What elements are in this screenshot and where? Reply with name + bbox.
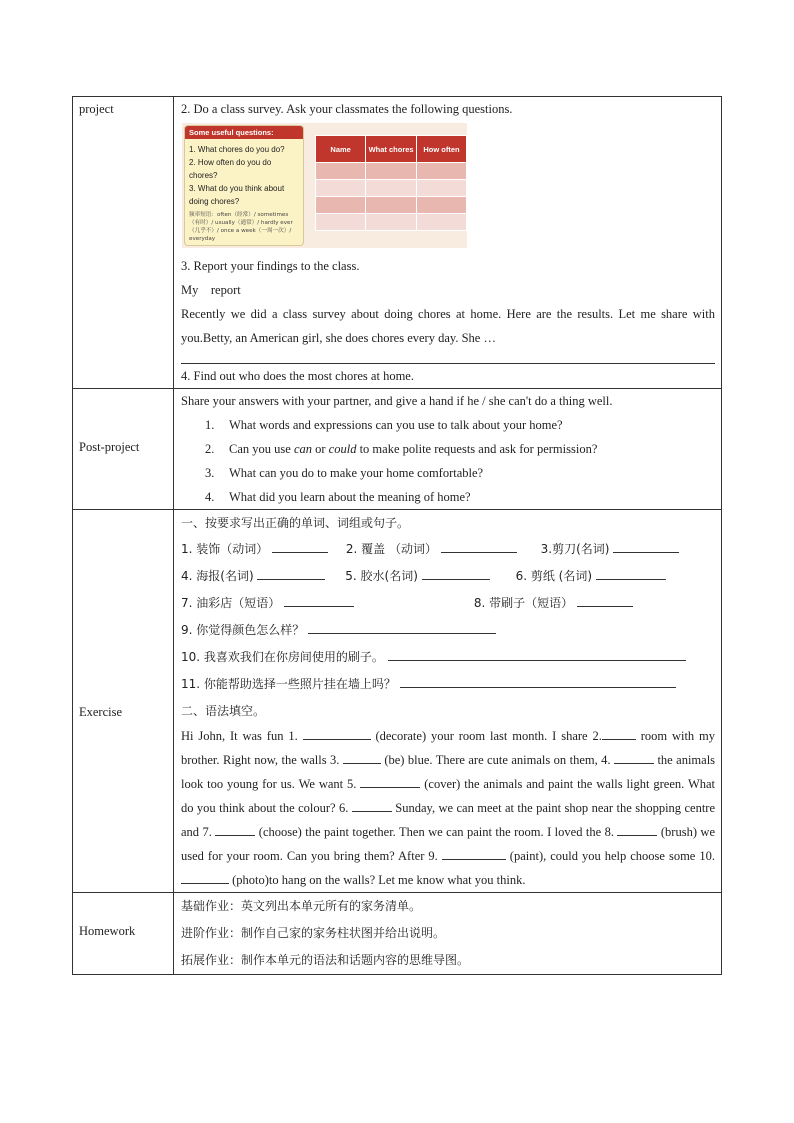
row-label (73, 389, 174, 510)
word-prompt: 6. 剪纸 (名词) (515, 569, 593, 583)
sentence-row (181, 671, 715, 698)
answer-blank[interactable] (284, 592, 354, 607)
survey-image (182, 123, 467, 248)
italic-word: could (328, 442, 357, 456)
report-text: Recently we did a class survey about doing chores at home. Here are the results. Let me share with you.Betty, an American girl, she does chores every day. She … (181, 307, 715, 345)
passage-text: (photo)to hang on the walls? Let me know what you think. (232, 873, 526, 887)
project-content (174, 97, 722, 389)
post-project-content (174, 389, 722, 510)
item-number: 2. (205, 442, 215, 456)
exercise-label: Exercise (79, 705, 123, 719)
answer-blank[interactable] (257, 565, 325, 580)
post-project-row (73, 389, 722, 510)
word-prompt: 2. 覆盖 （动词） (345, 542, 438, 556)
question-text: What can you do to make your home comfortable? (229, 466, 484, 480)
homework-row (73, 893, 722, 975)
word-row (181, 590, 715, 617)
list-item (181, 461, 715, 485)
report-instruction: 3. Report your findings to the class. (181, 259, 360, 273)
passage-text: (choose) the paint together. Then we can paint the room. I loved the 8. (258, 825, 614, 839)
question-text: or (312, 442, 329, 456)
list-item (181, 413, 715, 437)
answer-blank[interactable] (303, 725, 371, 740)
sentence-row (181, 644, 715, 671)
survey-question: 3. What do you think about doing chores? (189, 184, 285, 206)
answer-blank[interactable] (577, 592, 633, 607)
header-what-chores: What chores (366, 136, 417, 163)
header-name: Name (316, 136, 366, 163)
answer-blank[interactable] (602, 725, 636, 740)
word-prompt: 3.剪刀(名词) (540, 542, 610, 556)
survey-table (315, 135, 467, 231)
report-title: My report (181, 283, 241, 297)
useful-questions-box (184, 125, 304, 246)
row-label (73, 97, 174, 389)
answer-blank[interactable] (360, 773, 420, 788)
answer-blank[interactable] (343, 749, 381, 764)
sentence-prompt: 9. 你觉得颜色怎么样？ (181, 623, 305, 637)
exercise-content (174, 510, 722, 893)
homework-label: Homework (79, 924, 136, 938)
answer-blank[interactable] (617, 821, 657, 836)
question-text: What did you learn about the meaning of home? (229, 490, 471, 504)
question-list (181, 413, 715, 509)
frequency-note: 频率短语：often（经常）/ sometimes（有时）/ usually（通常）/ hardly ever（几乎不）/ once a week（一周一次）/ everyday (189, 212, 293, 242)
list-item (181, 485, 715, 509)
question-text: to make polite requests and ask for permission? (356, 442, 598, 456)
grammar-passage (181, 724, 715, 892)
exercise-row (73, 510, 722, 893)
row-label (73, 893, 174, 975)
word-row (181, 536, 715, 563)
post-project-label: Post-project (79, 440, 140, 454)
homework-advanced: 进阶作业：制作自己家的家务柱状图并给出说明。 (181, 926, 446, 940)
word-prompt: 1. 装饰（动词） (181, 542, 269, 556)
answer-blank[interactable] (596, 565, 666, 580)
sentence-prompt: 10. 我喜欢我们在你房间使用的刷子。 (181, 650, 384, 664)
survey-row (316, 197, 467, 214)
project-label: project (79, 102, 114, 116)
answer-blank[interactable] (422, 565, 490, 580)
useful-questions-title: Some useful questions: (185, 126, 303, 139)
word-row (181, 563, 715, 590)
find-out-instruction: 4. Find out who does the most chores at home. (181, 369, 414, 383)
project-row (73, 97, 722, 389)
post-project-intro: Share your answers with your partner, and give a hand if he / she can't do a thing well. (181, 394, 613, 408)
passage-text: (decorate) your room last month. I share 2. (375, 729, 602, 743)
answer-blank[interactable] (181, 869, 229, 884)
survey-row (316, 214, 467, 231)
header-how-often: How often (416, 136, 466, 163)
item-number: 3. (205, 466, 215, 480)
passage-text: (be) blue. There are cute animals on them, 4. (384, 753, 611, 767)
part1-title: 一、按要求写出正确的单词、词组或句子。 (181, 516, 410, 530)
part2-title: 二、语法填空。 (181, 704, 266, 718)
survey-instruction: 2. Do a class survey. Ask your classmates the following questions. (181, 102, 513, 116)
answer-blank[interactable] (272, 538, 328, 553)
word-prompt: 7. 油彩店（短语） (181, 596, 281, 610)
answer-blank[interactable] (308, 619, 496, 634)
passage-text: room with my brother. Right now, the walls 3. (181, 729, 716, 767)
passage-text: (brush) we used for your room. Can you bring them? After 9. (181, 825, 716, 863)
answer-blank[interactable] (352, 797, 392, 812)
survey-question: 1. What chores do you do? (189, 145, 285, 154)
answer-blank[interactable] (441, 538, 517, 553)
item-number: 1. (205, 418, 215, 432)
question-text: Can you use (229, 442, 294, 456)
word-prompt: 5. 胶水(名词) (345, 569, 418, 583)
survey-row (316, 180, 467, 197)
answer-blank[interactable] (388, 646, 686, 661)
word-prompt: 4. 海报(名词) (181, 569, 254, 583)
homework-basic: 基础作业：英文列出本单元所有的家务清单。 (181, 899, 422, 913)
homework-content (174, 893, 722, 975)
sentence-row (181, 617, 715, 644)
item-number: 4. (205, 490, 215, 504)
list-item (181, 437, 715, 461)
answer-blank[interactable] (215, 821, 255, 836)
survey-row (316, 163, 467, 180)
question-text: What words and expressions can you use to talk about your home? (229, 418, 563, 432)
word-prompt: 8. 带刷子（短语） (473, 596, 574, 610)
row-label (73, 510, 174, 893)
passage-text: (cover) the animals and paint the walls light green. What do you think about the colour? 6. (181, 777, 716, 815)
homework-extended: 拓展作业：制作本单元的语法和话题内容的思维导图。 (181, 953, 470, 967)
passage-text: the animals look too young for us. We want 5. (181, 753, 716, 791)
sentence-prompt: 11. 你能帮助选择一些照片挂在墙上吗？ (181, 677, 396, 691)
answer-blank[interactable] (613, 538, 679, 553)
lesson-plan-table (72, 96, 722, 975)
passage-text: Sunday, we can meet at the paint shop near the shopping centre and 7. (181, 801, 716, 839)
answer-blank[interactable] (400, 673, 676, 688)
answer-blank[interactable] (614, 749, 654, 764)
italic-word: can (293, 442, 312, 456)
passage-text: (paint), could you help choose some 10. (509, 849, 715, 863)
answer-blank[interactable] (442, 845, 506, 860)
passage-text: Hi John, It was fun 1. (181, 729, 298, 743)
survey-question: 2. How often do you do chores? (189, 158, 272, 180)
